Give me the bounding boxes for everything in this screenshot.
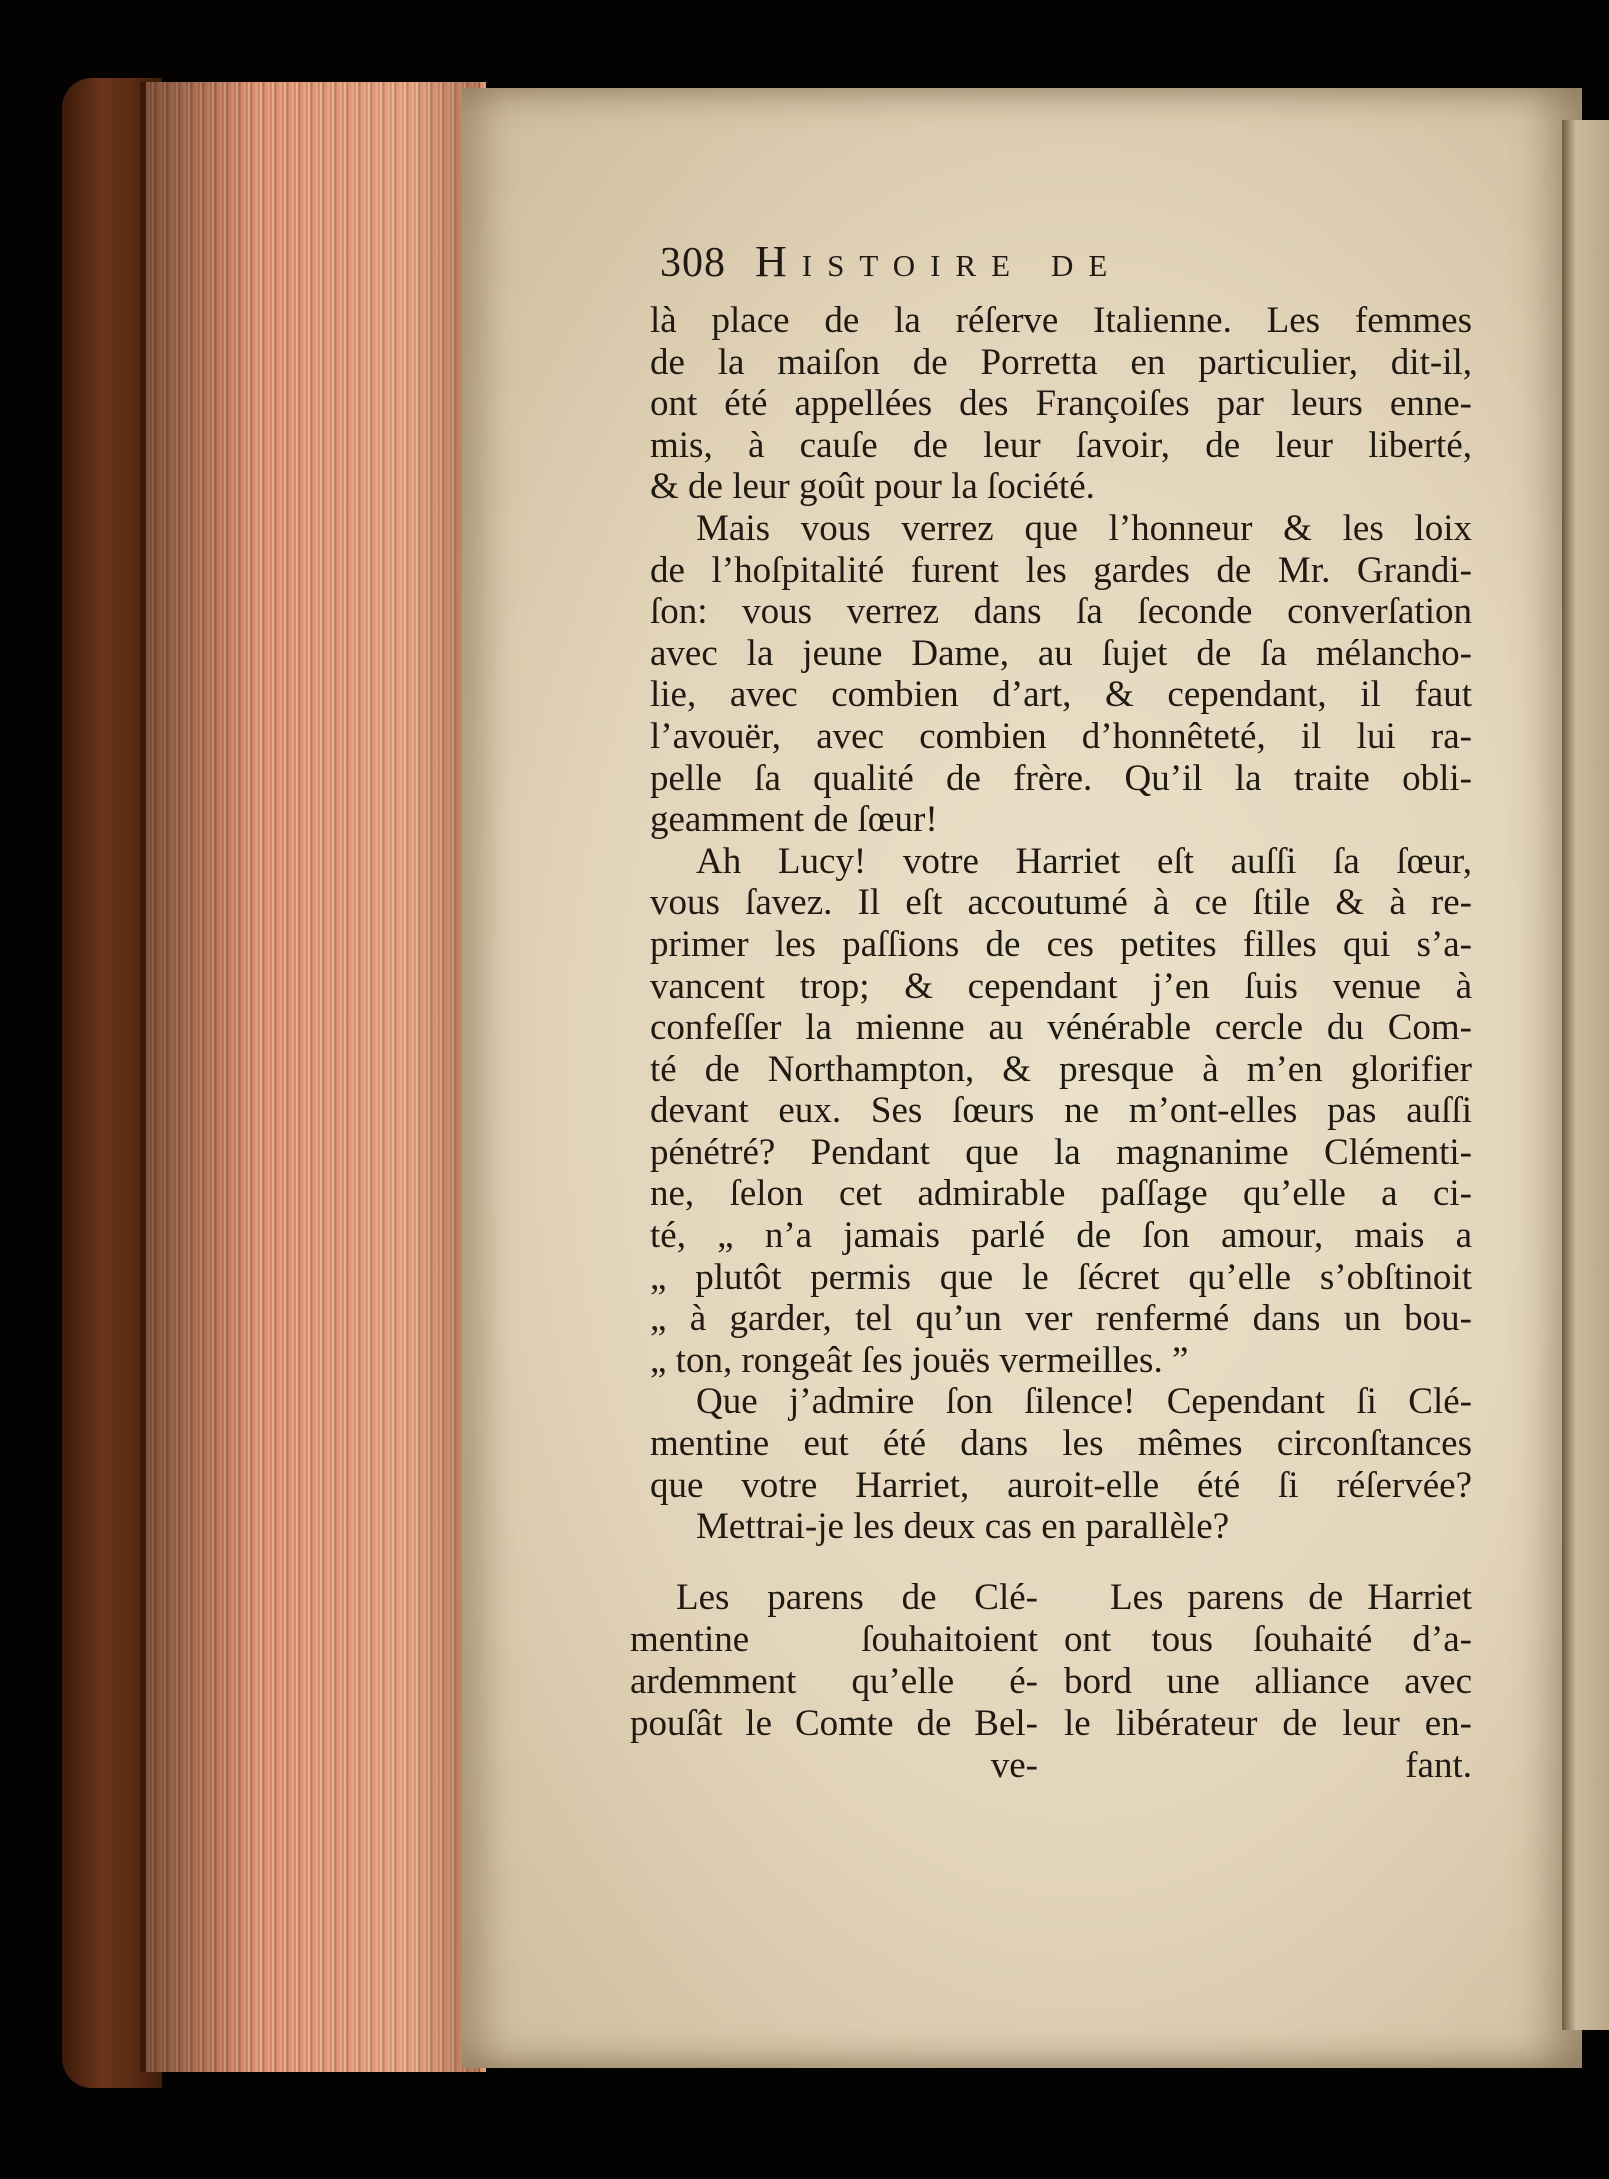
column-line: le libérateur de leur en- <box>1064 1703 1472 1744</box>
text-line: Mettrai-je les deux cas en parallèle? <box>696 1506 1230 1548</box>
text-line: té, „ n’a jamais parlé de ſon amour, mais a <box>650 1215 1472 1257</box>
column-line: fant. <box>1405 1745 1472 1786</box>
text-line: vous ſavez. Il eſt accoutumé à ce ſtile & à re- <box>650 882 1472 924</box>
text-line: „ plutôt permis que le ſécret qu’elle s’obſtinoit <box>650 1256 1472 1298</box>
page-number: 308 <box>660 240 726 286</box>
text-line: té de Northampton, & presque à m’en glorifier <box>650 1048 1472 1090</box>
text-line: devant eux. Ses ſœurs ne m’ont-elles pas auſſi <box>650 1090 1472 1132</box>
text-line: ſon: vous verrez dans ſa ſeconde converſation <box>650 591 1472 633</box>
text-line: lie, avec combien d’art, & cependant, il faut <box>650 674 1472 716</box>
text-line: de l’hoſpitalité furent les gardes de Mr. Grandi- <box>650 549 1472 591</box>
text-line: mis, à cauſe de leur ſavoir, de leur liberté, <box>650 424 1472 466</box>
text-line: pénétré? Pendant que la magnanime Clémenti- <box>650 1131 1472 1173</box>
text-line: ne, ſelon cet admirable paſſage qu’elle a ci- <box>650 1173 1472 1215</box>
text-line: là place de la réſerve Italienne. Les femmes <box>650 300 1472 341</box>
text-line: vancent trop; & cependant j’en ſuis venue à <box>650 965 1472 1007</box>
text-line: confeſſer la mienne au vénérable cercle du Com- <box>650 1007 1472 1049</box>
running-header <box>660 236 1122 287</box>
text-line: que votre Harriet, auroit-elle été ſi réſervée? <box>650 1464 1472 1506</box>
column-line: pouſât le Comte de Bel- <box>630 1703 1038 1744</box>
left-column <box>630 1577 1038 1787</box>
parallel-columns <box>630 1577 1472 1787</box>
text-line: „ à garder, tel qu’un ver renfermé dans un bou- <box>650 1298 1472 1340</box>
text-line: Mais vous verrez que l’honneur & les loix <box>696 507 1472 549</box>
text-line: de la maiſon de Porretta en particulier, dit-il, <box>650 341 1472 383</box>
text-line: pelle ſa qualité de frère. Qu’il la traite obli- <box>650 757 1472 799</box>
running-title: Histoire de <box>755 237 1123 286</box>
text-line: ont été appellées des Françoiſes par leurs enne- <box>650 383 1472 425</box>
right-column <box>1064 1577 1472 1787</box>
text-line: Que j’admire ſon ſilence! Cependant ſi Clé- <box>696 1381 1472 1423</box>
page-text <box>650 300 1472 1548</box>
column-line: ont tous ſouhaité d’a- <box>1064 1619 1472 1660</box>
facing-page-edge <box>1562 120 1609 2030</box>
page-edges-shade <box>140 82 480 2072</box>
column-line: ardemment qu’elle é- <box>630 1661 1038 1702</box>
text-line: „ ton, rongeât ſes jouës vermeilles. ” <box>650 1339 1189 1381</box>
column-line: bord une alliance avec <box>1064 1661 1472 1702</box>
column-line: ve- <box>990 1745 1038 1786</box>
text-line: l’avouër, avec combien d’honnêteté, il lui ra- <box>650 715 1472 757</box>
text-line: geamment de ſœur! <box>650 799 938 841</box>
text-line: mentine eut été dans les mêmes circonſtances <box>650 1423 1472 1465</box>
text-line: avec la jeune Dame, au ſujet de ſa mélancho- <box>650 632 1472 674</box>
column-line: Les parens de Clé- <box>676 1577 1038 1618</box>
text-line: primer les paſſions de ces petites filles qui s’a- <box>650 923 1472 965</box>
text-line: & de leur goût pour la ſociété. <box>650 466 1095 508</box>
column-line: Les parens de Harriet <box>1110 1577 1472 1618</box>
column-line: mentine ſouhaitoient <box>630 1619 1038 1660</box>
text-line: Ah Lucy! votre Harriet eſt auſſi ſa ſœur, <box>696 840 1472 882</box>
